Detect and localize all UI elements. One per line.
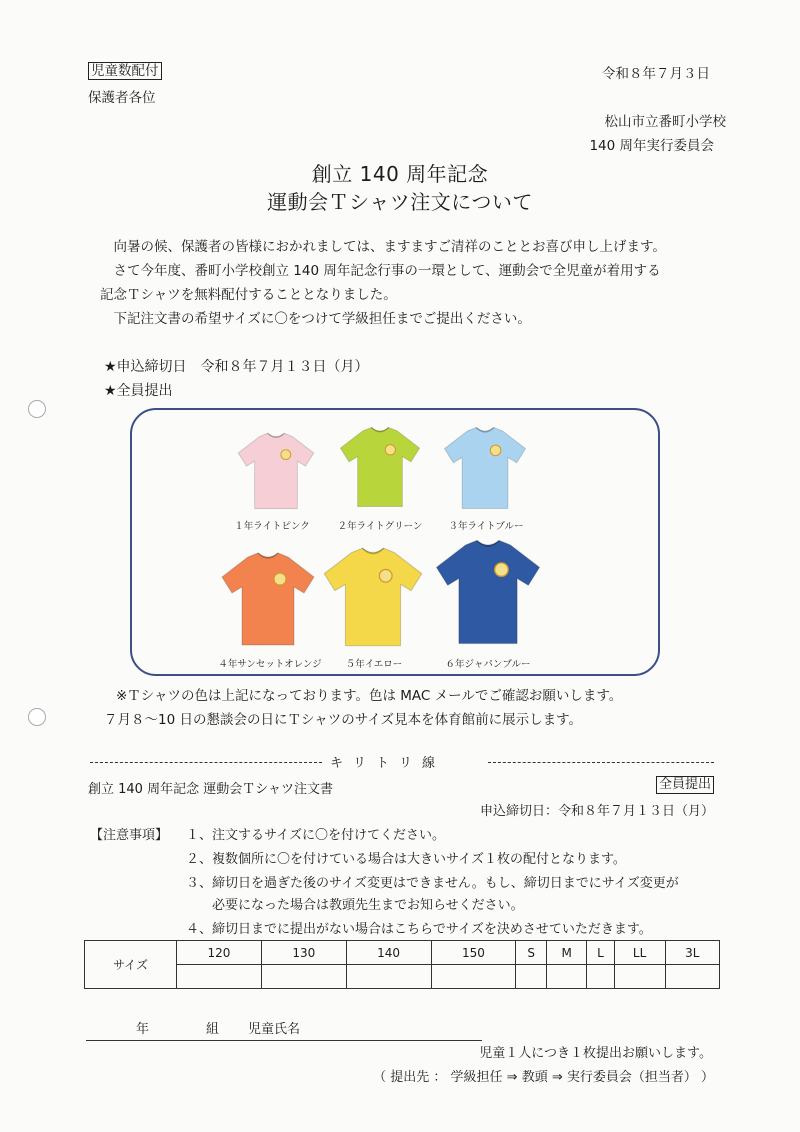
body-line: 記念Ｔシャツを無料配付することとなりました。: [100, 287, 397, 303]
tshirt-caption: １年ライトピンク: [234, 521, 310, 532]
distribution-tag: 児童数配付: [88, 62, 162, 80]
page-title-line1: 創立 140 周年記念: [311, 162, 489, 186]
tshirt-image: [334, 424, 426, 510]
size-mark-cell[interactable]: [346, 965, 431, 989]
size-table: [84, 940, 720, 989]
one-per-child-note: 児童１人につき１枚提出お願いします。: [479, 1046, 712, 1061]
name-field-line[interactable]: [86, 1040, 482, 1041]
size-mark-cell[interactable]: [261, 965, 346, 989]
child-name-field-label: 児童氏名: [248, 1022, 301, 1037]
all-submit-notice: ★全員提出: [104, 383, 173, 399]
size-option[interactable]: 150: [431, 941, 516, 965]
note-item: 必要になった場合は教頭先生までお知らせください。: [186, 898, 524, 913]
size-option[interactable]: LL: [614, 941, 665, 965]
form-deadline: 申込締切日：令和８年７月１３日（月）: [479, 804, 714, 819]
grade-field-label: 年: [136, 1022, 150, 1037]
tshirt-image: [432, 536, 544, 648]
recipient: 保護者各位: [88, 90, 156, 106]
size-mark-cell[interactable]: [614, 965, 665, 989]
size-option[interactable]: L: [587, 941, 614, 965]
issue-date: 令和８年７月３日: [602, 66, 710, 82]
punch-hole: [28, 708, 46, 726]
size-mark-cell[interactable]: [665, 965, 719, 989]
size-mark-cell[interactable]: [516, 965, 547, 989]
tshirt-image: [232, 430, 320, 512]
sample-note: ７月８～10 日の懇談会の日にＴシャツのサイズ見本を体育館前に展示します。: [104, 712, 583, 728]
tshirt-caption: ２年ライトグリーン: [337, 521, 423, 532]
class-field-label: 組: [206, 1022, 220, 1037]
size-mark-cell[interactable]: [431, 965, 516, 989]
note-item: ２、複数個所に〇を付けている場合は大きいサイズ１枚の配付となります。: [186, 852, 626, 867]
size-option[interactable]: 120: [177, 941, 262, 965]
punch-hole: [28, 400, 46, 418]
body-line: 下記注文書の希望サイズに〇をつけて学級担任までご提出ください。: [100, 311, 531, 327]
committee-name: 140 周年実行委員会: [589, 138, 714, 154]
cut-line-label: キリトリ線: [330, 756, 446, 771]
tshirt-image: [436, 424, 534, 512]
tshirt-caption: ５年イエロー: [345, 659, 403, 670]
body-line: 向暑の候、保護者の皆様におかれましては、ますますご清祥のこととお喜び申し上げます。: [100, 239, 666, 255]
size-option[interactable]: M: [546, 941, 586, 965]
size-mark-cell[interactable]: [587, 965, 614, 989]
cut-line: [90, 762, 322, 763]
size-option[interactable]: 3L: [665, 941, 719, 965]
form-title: 創立 140 周年記念 運動会Ｔシャツ注文書: [88, 782, 333, 797]
deadline-notice: ★申込締切日 令和８年７月１３日（月）: [104, 359, 369, 375]
form-all-submit-tag: 全員提出: [656, 776, 714, 794]
school-name: 松山市立番町小学校: [604, 114, 726, 130]
size-option[interactable]: 130: [261, 941, 346, 965]
size-option[interactable]: 140: [346, 941, 431, 965]
size-mark-cell[interactable]: [177, 965, 262, 989]
note-item: ３、締切日を過ぎた後のサイズ変更はできません。もし、締切日までにサイズ変更が: [186, 876, 679, 891]
page-title-line2: 運動会Ｔシャツ注文について: [267, 190, 533, 214]
color-note: ※Ｔシャツの色は上記になっております。色は MAC メールでご確認お願いします。: [116, 688, 623, 704]
size-mark-cell[interactable]: [546, 965, 586, 989]
body-line: さて今年度、番町小学校創立 140 周年記念行事の一環として、運動会で全児童が着用する: [100, 263, 661, 279]
note-item: １、注文するサイズに〇を付けてください。: [186, 828, 445, 843]
tshirt-image: [218, 546, 318, 652]
tshirt-caption: ６年ジャパンブルー: [445, 659, 531, 670]
notes-label: 【注意事項】: [90, 828, 169, 843]
size-label: サイズ: [85, 941, 177, 989]
tshirt-image: [320, 542, 426, 652]
size-option[interactable]: S: [516, 941, 547, 965]
note-item: ４、締切日までに提出がない場合はこちらでサイズを決めさせていただきます。: [186, 922, 652, 937]
tshirt-caption: ３年ライトブルー: [448, 521, 524, 532]
submission-route: （ 提出先 ： 学級担任 ⇒ 教頭 ⇒ 実行委員会（担当者） ）: [373, 1070, 714, 1085]
cut-line: [488, 762, 714, 763]
tshirt-caption: ４年サンセットオレンジ: [218, 659, 322, 670]
